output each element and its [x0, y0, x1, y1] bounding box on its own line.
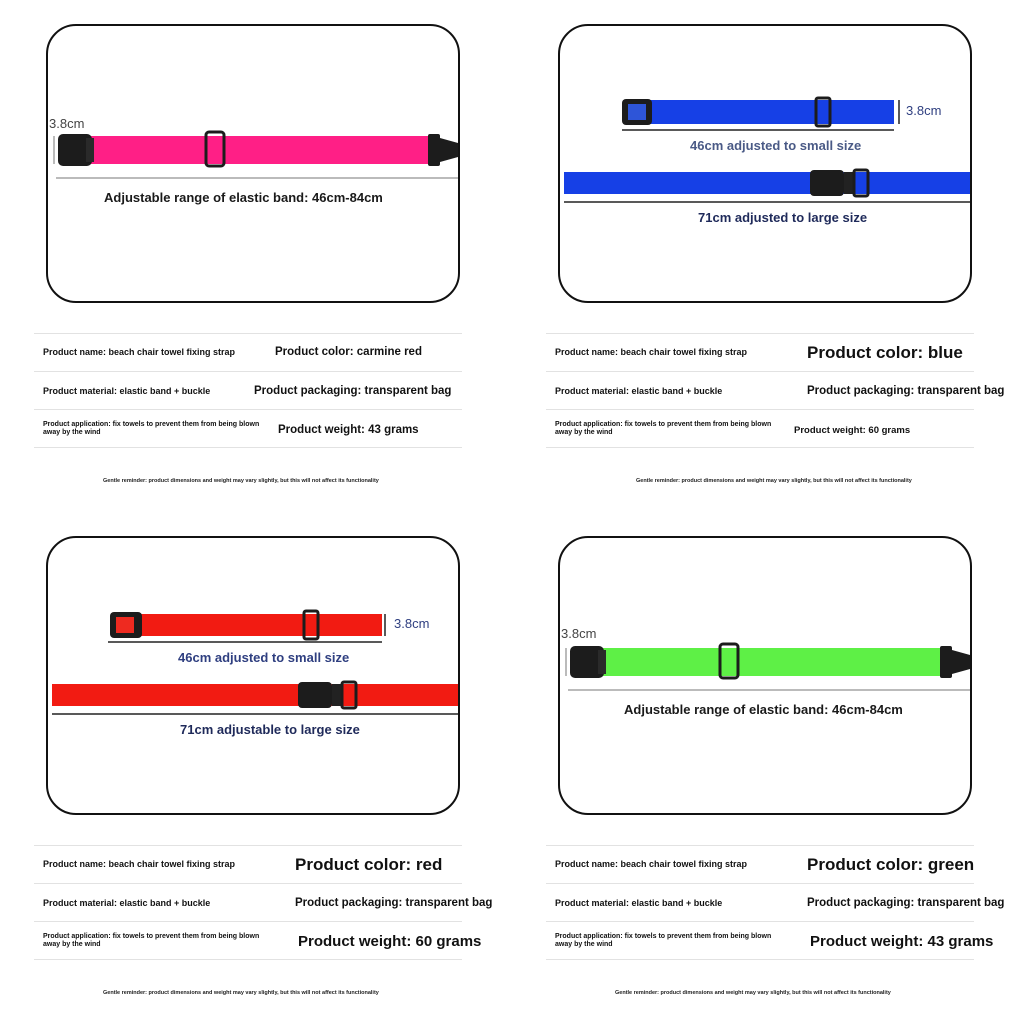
strap-band	[596, 648, 946, 676]
product-application: Product application: fix towels to prevent them from being blown away by the wind	[43, 933, 260, 948]
product-application: Product application: fix towels to prevent them from being blown away by the wind	[555, 933, 772, 948]
product-material: Product material: elastic band + buckle	[555, 386, 723, 396]
strap-illustration	[48, 26, 460, 303]
product-packaging: Product packaging: transparent bag	[807, 385, 1005, 397]
product-name: Product name: beach chair towel fixing strap	[43, 347, 236, 357]
product-color: Product color: carmine red	[275, 346, 422, 358]
strap-illustration	[48, 538, 460, 815]
strap-band-large	[564, 172, 972, 194]
strap-band-large	[52, 684, 460, 706]
large-size-caption: 71cm adjustable to large size	[180, 722, 360, 737]
product-panel-red	[0, 512, 512, 1024]
large-size-caption: 71cm adjusted to large size	[698, 210, 868, 225]
product-material: Product material: elastic band + buckle	[43, 386, 211, 396]
product-image-card	[46, 536, 460, 815]
product-image-card	[558, 536, 972, 815]
strap-band	[84, 136, 434, 164]
product-panel-blue	[512, 0, 1024, 512]
product-name: Product name: beach chair towel fixing strap	[555, 859, 748, 869]
product-image-card	[46, 24, 460, 303]
gentle-reminder: Gentle reminder: product dimensions and weight may vary slightly, but this will not affect its functionality	[103, 990, 379, 996]
product-panel-carmine	[0, 0, 512, 512]
buckle-male-icon	[428, 134, 458, 166]
product-packaging: Product packaging: transparent bag	[295, 897, 493, 909]
strap-illustration	[560, 538, 972, 815]
product-name: Product name: beach chair towel fixing strap	[555, 347, 748, 357]
strap-band-small	[138, 614, 382, 636]
gentle-reminder: Gentle reminder: product dimensions and weight may vary slightly, but this will not affect its functionality	[103, 478, 379, 484]
product-name: Product name: beach chair towel fixing strap	[43, 859, 236, 869]
width-label: 3.8cm	[561, 626, 597, 641]
strap-band-small	[650, 100, 894, 124]
small-size-caption: 46cm adjusted to small size	[178, 650, 350, 665]
range-caption: Adjustable range of elastic band: 46cm-84cm	[624, 702, 903, 717]
width-label: 3.8cm	[394, 616, 430, 631]
small-size-caption: 46cm adjusted to small size	[690, 138, 862, 153]
gentle-reminder: Gentle reminder: product dimensions and weight may vary slightly, but this will not affect its functionality	[636, 478, 912, 484]
product-color: Product color: green	[807, 855, 975, 874]
product-weight: Product weight: 60 grams	[298, 933, 482, 950]
product-color: Product color: red	[295, 855, 443, 874]
product-weight: Product weight: 43 grams	[810, 933, 994, 950]
product-packaging: Product packaging: transparent bag	[807, 897, 1005, 909]
buckle-female-icon	[622, 99, 652, 125]
product-material: Product material: elastic band + buckle	[43, 898, 211, 908]
buckle-female-icon	[570, 646, 606, 678]
buckle-male-icon	[940, 646, 970, 678]
range-caption: Adjustable range of elastic band: 46cm-84cm	[104, 190, 383, 205]
buckle-female-icon	[58, 134, 94, 166]
width-label: 3.8cm	[49, 116, 85, 131]
gentle-reminder: Gentle reminder: product dimensions and weight may vary slightly, but this will not affect its functionality	[615, 990, 891, 996]
product-panel-green	[512, 512, 1024, 1024]
product-image-card	[558, 24, 972, 303]
product-packaging: Product packaging: transparent bag	[254, 385, 452, 397]
product-color: Product color: blue	[807, 343, 963, 362]
product-material: Product material: elastic band + buckle	[555, 898, 723, 908]
product-weight: Product weight: 60 grams	[794, 425, 911, 436]
product-application: Product application: fix towels to prevent them from being blown away by the wind	[555, 421, 772, 436]
strap-illustration	[560, 26, 972, 303]
width-label: 3.8cm	[906, 103, 942, 118]
product-application: Product application: fix towels to prevent them from being blown away by the wind	[43, 421, 260, 436]
product-weight: Product weight: 43 grams	[278, 424, 419, 436]
buckle-female-icon	[110, 612, 142, 638]
